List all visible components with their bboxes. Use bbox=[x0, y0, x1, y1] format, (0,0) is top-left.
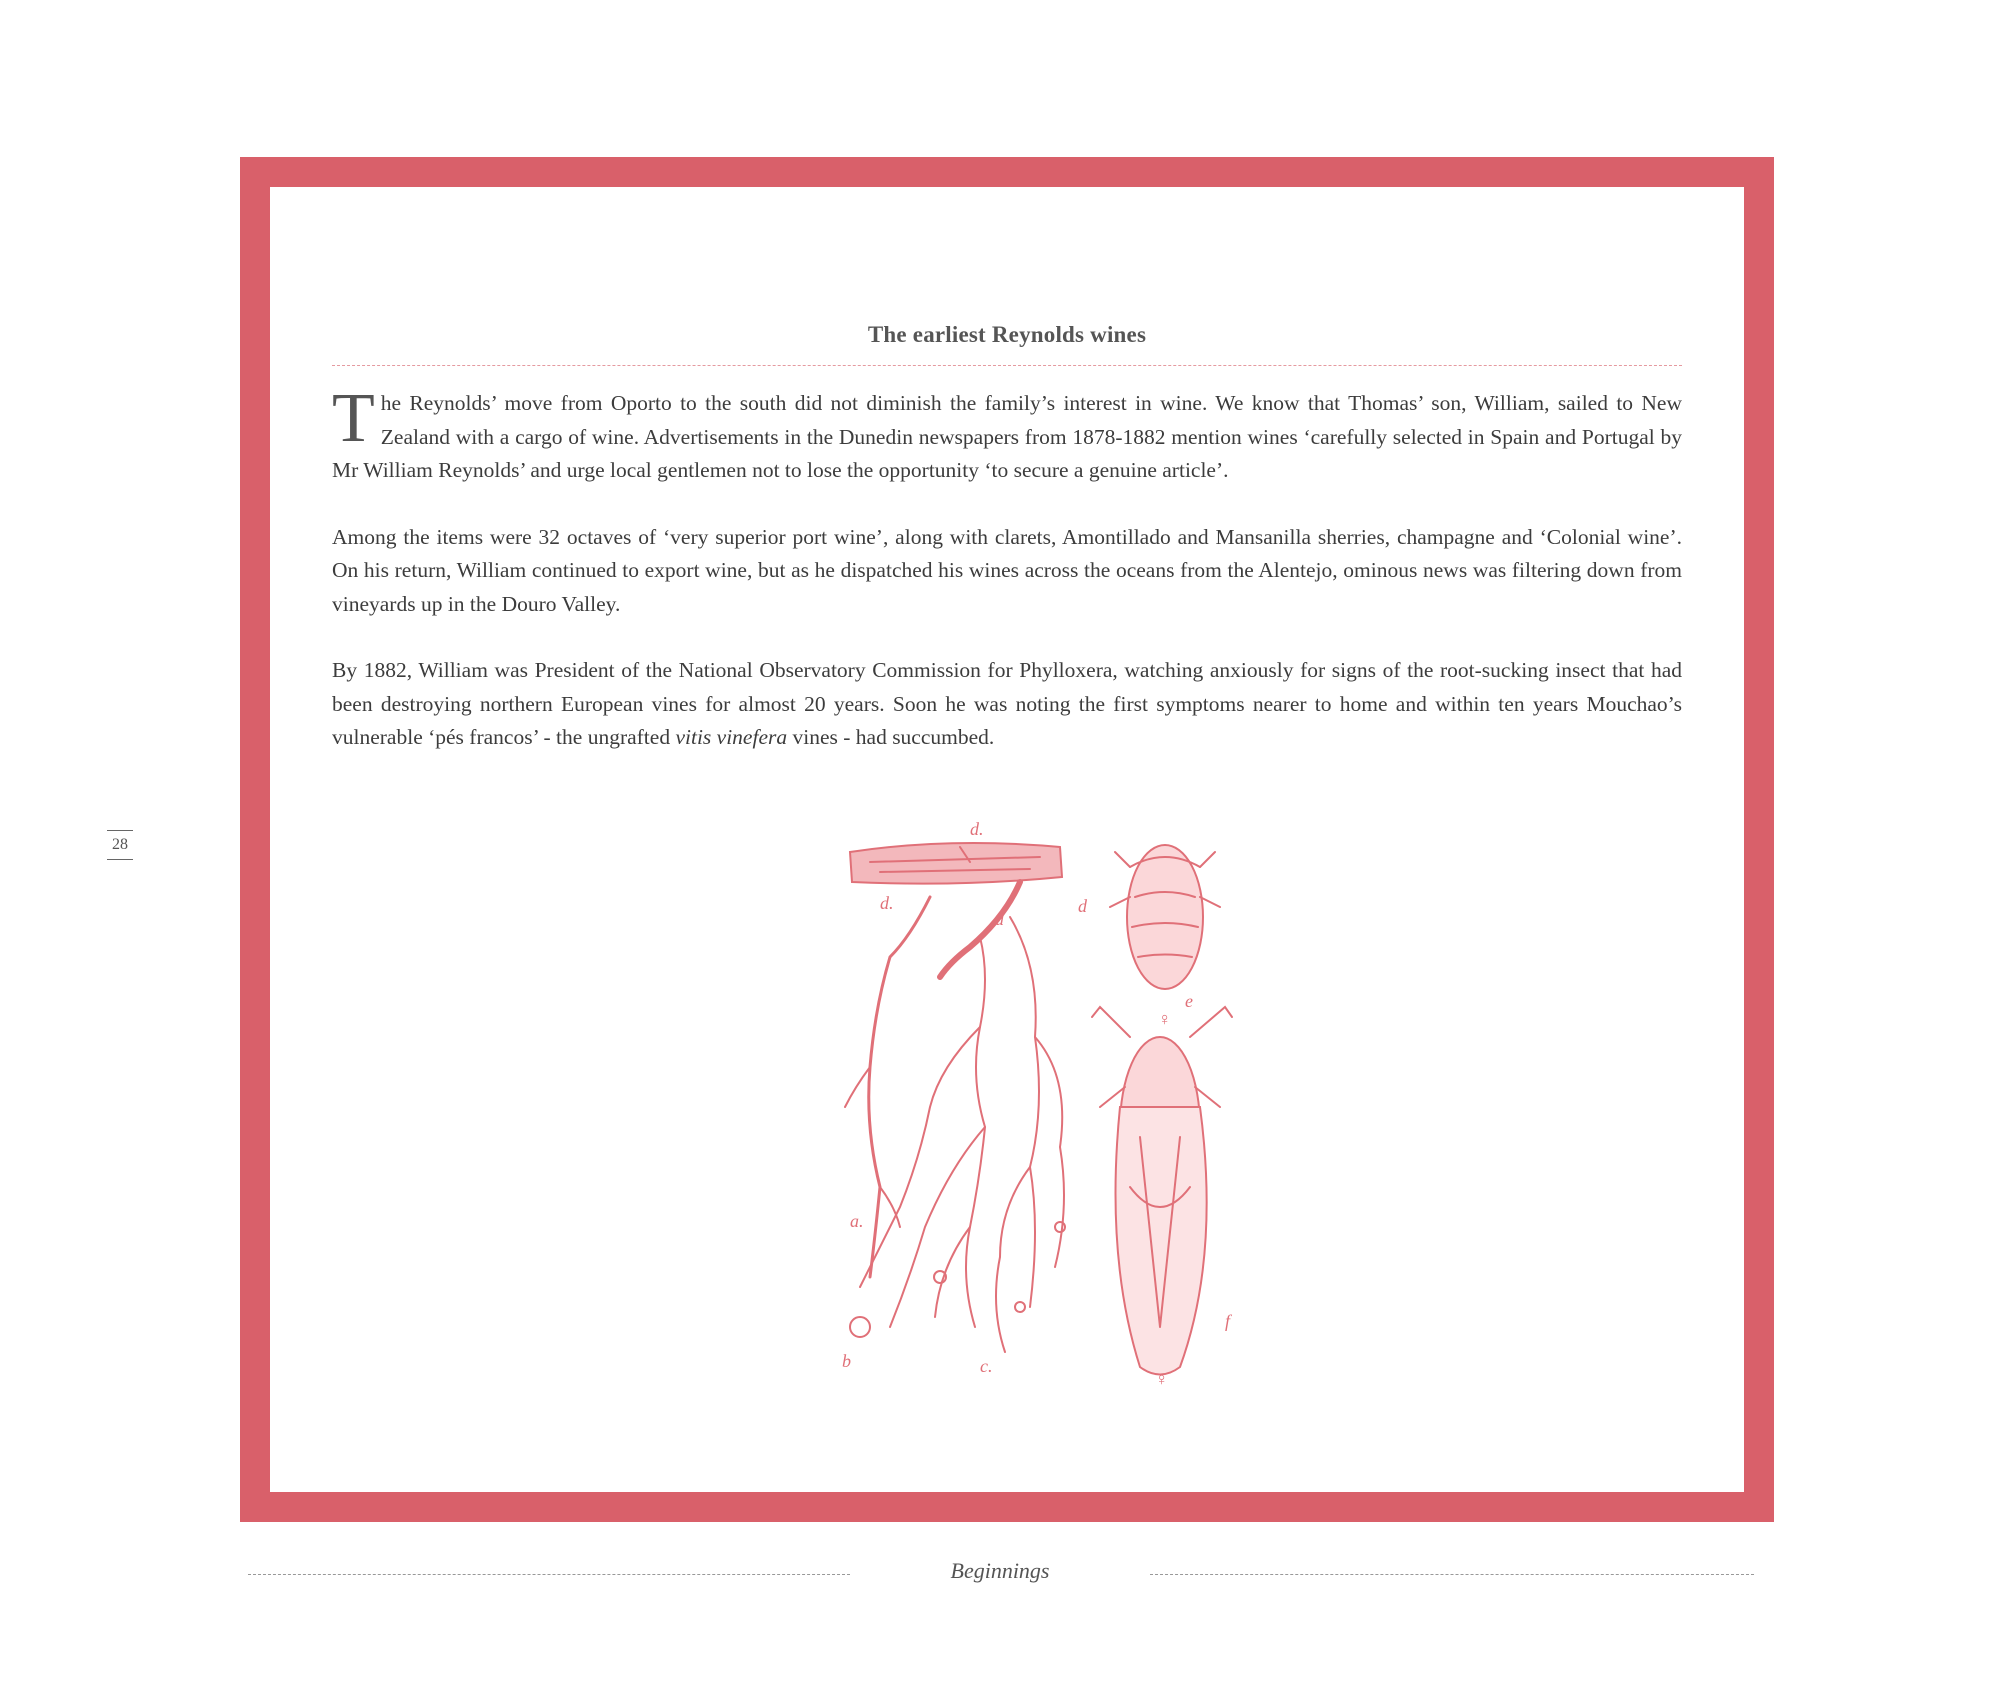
page-number bbox=[107, 830, 133, 860]
label-a: a. bbox=[850, 1211, 864, 1231]
paragraph-3 bbox=[332, 654, 1682, 755]
page-title: The earliest Reynolds wines bbox=[867, 322, 1147, 347]
page-frame bbox=[240, 157, 1774, 1522]
wingless-insect bbox=[1127, 845, 1203, 989]
footer-section-title: Beginnings bbox=[950, 1558, 1050, 1583]
label-e: e bbox=[1185, 991, 1193, 1011]
phylloxera-illustration bbox=[830, 807, 1260, 1387]
paragraph-3-text-end: vines - had succumbed. bbox=[787, 725, 995, 749]
article-body bbox=[332, 365, 1682, 788]
vine-stem bbox=[850, 843, 1062, 884]
winged-insect-wings bbox=[1116, 1107, 1207, 1375]
paragraph-3-italic: vitis vinefera bbox=[675, 725, 788, 749]
root-branch-a bbox=[869, 897, 930, 1277]
label-d-top: d. bbox=[970, 819, 984, 839]
label-female-1: ♀ bbox=[1158, 1009, 1172, 1029]
drop-cap: T bbox=[332, 380, 375, 457]
label-d-right: d bbox=[1078, 896, 1087, 916]
label-d-mid: d bbox=[995, 909, 1004, 929]
page-number-rule-bottom bbox=[107, 859, 133, 860]
footer-divider-right bbox=[1150, 1574, 1754, 1575]
footer-divider-left bbox=[248, 1574, 850, 1575]
label-d-left: d. bbox=[880, 893, 894, 913]
label-f: f bbox=[1225, 1311, 1231, 1331]
paragraph-3-text-start: By 1882, William was President of the National Observatory Commission for Phylloxera, watching anxiously for signs of the root-sucking insect that had been destroying northern European vines for almost 20 years. Soon he was noting the first symptoms nearer to home and within ten years Mouchao’s vulnerable ‘pés francos’ - the ungrafted bbox=[332, 658, 1682, 749]
label-b: b bbox=[842, 1351, 851, 1371]
page-number-value: 28 bbox=[112, 836, 128, 853]
main-root bbox=[940, 882, 1020, 977]
content-panel bbox=[270, 187, 1744, 1492]
paragraph-2: Among the items were 32 octaves of ‘very superior port wine’, along with clarets, Amontillado and Mansanilla sherries, champagne and ‘Colonial wine’. On his return, William continued to export wine, but as he dispatched his wines across the oceans from the Alentejo, ominous news was filtering down from vineyards up in the Douro Valley. bbox=[332, 524, 1682, 616]
paragraph-1-text: he Reynolds’ move from Oporto to the south did not diminish the family’s interest in wine. We know that Thomas’ son, William, sailed to New Zealand with a cargo of wine. Advertisements in the Dunedin newspapers from 1878-1882 mention wines ‘carefully selected in Spain and Portugal by Mr William Reynolds’ and urge local gentlemen not to lose the opportunity ‘to secure a genuine article’. bbox=[332, 391, 1682, 482]
label-female-2: ♀ bbox=[1155, 1369, 1169, 1387]
label-c: c. bbox=[980, 1356, 993, 1376]
paragraph-1 bbox=[332, 380, 1682, 488]
